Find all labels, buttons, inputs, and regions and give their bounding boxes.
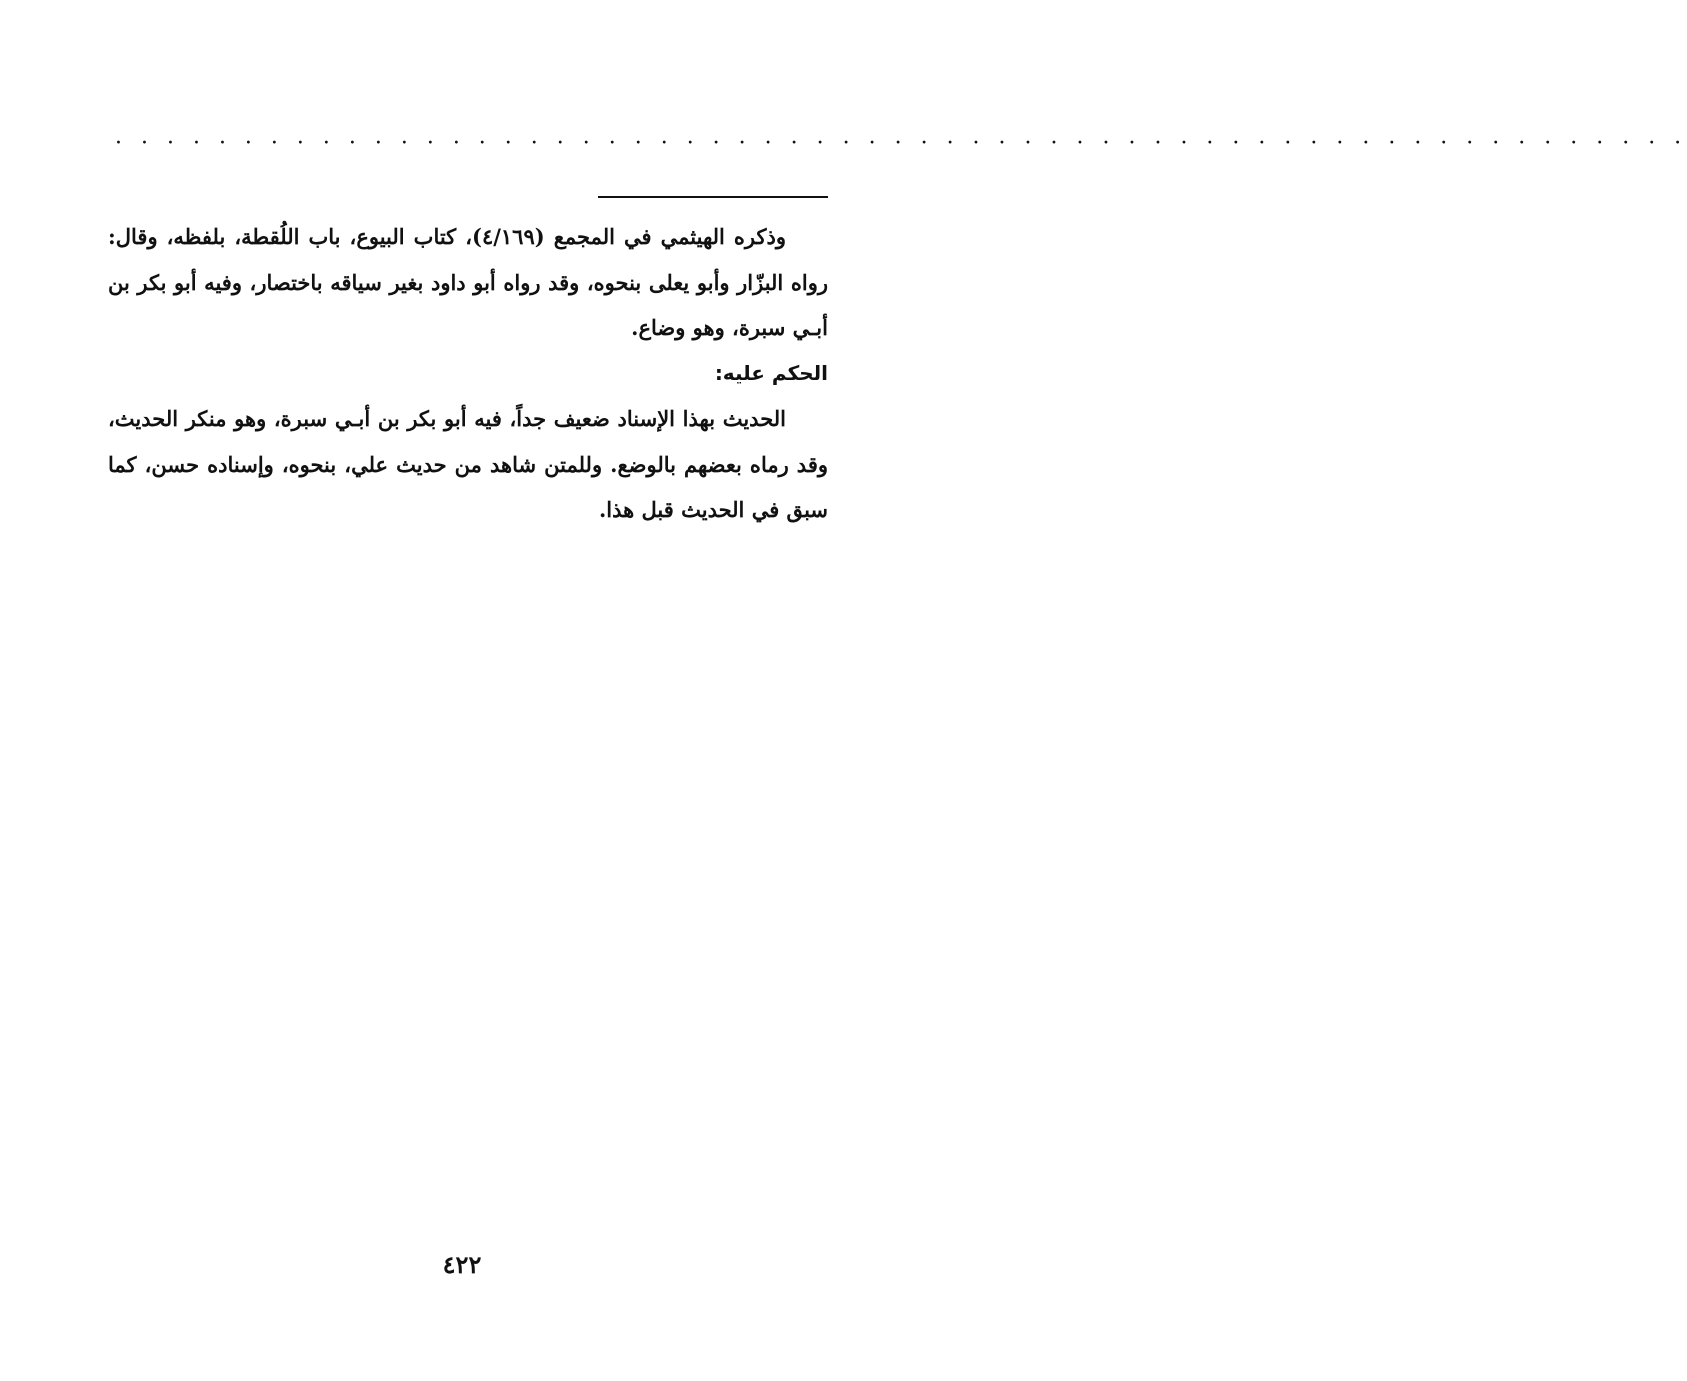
page-number-text: ٤٢٢ [442, 1250, 482, 1279]
footnote-body [108, 214, 828, 533]
footnote-paragraph-source: وذكره الهيثمي في المجمع (٤/١٦٩)، كتاب البيوع، باب اللُقطة، بلفظه، وقال: رواه البزّار وأبو يعلى بنحوه، وقد رواه أبو داود بغير سياقه باختصار، وفيه أبو بكر بن أبـي سبرة، وهو وضاع. [108, 224, 828, 340]
dotted-separator: · · · · · · · · · · · · · · · · · · · · · · · · · · · · · · · · · · · · · · · · · · · · · · · · · · · · · · · · · · · · · [115, 131, 1687, 156]
ruling-heading: الحكم عليه: [714, 360, 828, 385]
page-number [0, 1250, 944, 1279]
ruling-paragraph: الحديث بهذا الإسناد ضعيف جداً، فيه أبو بكر بن أبـي سبرة، وهو منكر الحديث، وقد رماه بعضهم بالوضع. وللمتن شاهد من حديث علي، بنحوه، وإسناده حسن، كما سبق في الحديث قبل هذا. [108, 406, 828, 522]
footnote-rule [598, 196, 828, 198]
